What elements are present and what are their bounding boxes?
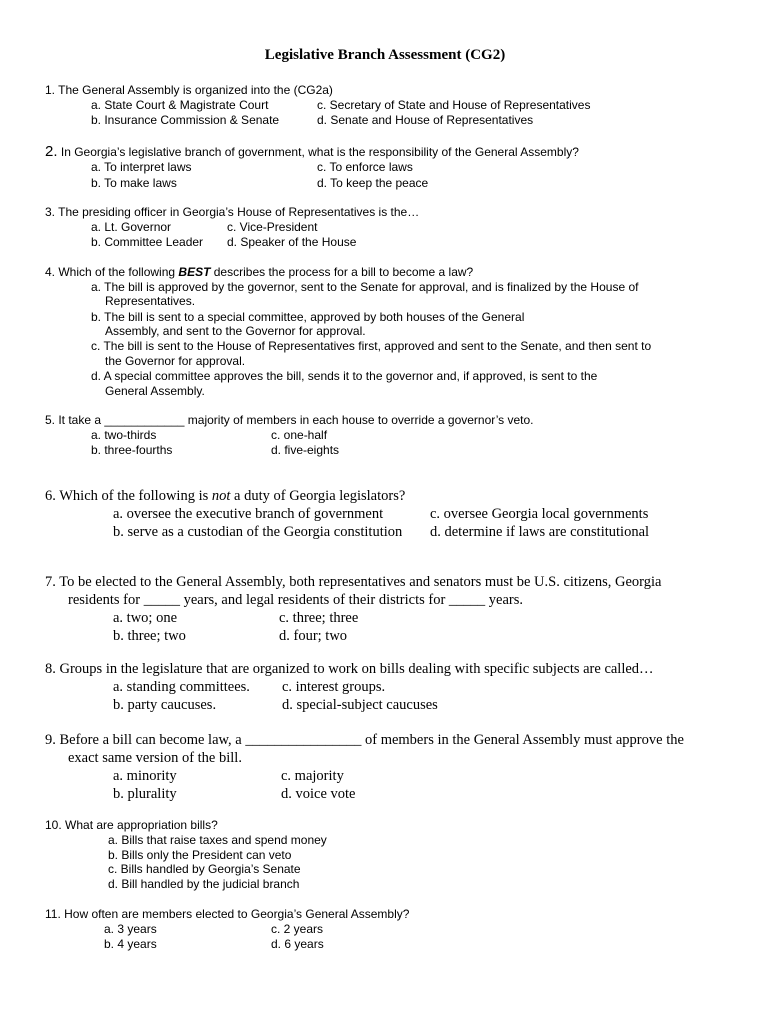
page-title: Legislative Branch Assessment (CG2) — [264, 47, 506, 63]
question-10-option-d: d. Bill handled by the judicial branch — [108, 877, 300, 891]
question-6-option-a: a. oversee the executive branch of government — [113, 506, 384, 522]
question-9-stem-line1: 9. Before a bill can become law, a ________________ of members in the General Assembly must approve the — [45, 732, 684, 748]
question-8-option-d: d. special-subject caucuses — [282, 697, 438, 713]
question-2-option-b: b. To make laws — [91, 176, 177, 190]
question-1-option-c: c. Secretary of State and House of Representatives — [317, 98, 591, 112]
question-4-option-c-line1: c. The bill is sent to the House of Representatives first, approved and sent to the Senate, and then sent to — [91, 339, 652, 353]
question-11-option-d: d. 6 years — [271, 937, 324, 951]
question-6-option-d: d. determine if laws are constitutional — [430, 524, 650, 540]
question-6-stem — [45, 487, 405, 505]
question-1-stem: 1. The General Assembly is organized into the (CG2a) — [45, 83, 333, 97]
question-7-option-d: d. four; two — [279, 628, 348, 644]
question-4-emphasis: BEST — [178, 265, 211, 279]
question-7-option-c: c. three; three — [279, 610, 359, 626]
question-4-stem — [45, 265, 473, 280]
question-4-stem-post: describes the process for a bill to become a law? — [210, 265, 474, 279]
question-5-option-c: c. one-half — [271, 428, 328, 442]
question-2-option-a: a. To interpret laws — [91, 160, 192, 174]
question-4-option-b-line1: b. The bill is sent to a special committee, approved by both houses of the General — [91, 310, 525, 324]
question-9-option-d: d. voice vote — [281, 786, 356, 802]
question-9-option-a: a. minority — [113, 768, 177, 784]
question-5-option-d: d. five-eights — [271, 443, 340, 457]
question-6-option-c: c. oversee Georgia local governments — [430, 506, 649, 522]
question-5-stem: 5. It take a ____________ majority of members in each house to override a governor’s veto. — [45, 413, 534, 427]
question-4-option-d-line1: d. A special committee approves the bill, sends it to the governor and, if approved, is sent to the — [91, 369, 598, 383]
question-6-emphasis: not — [211, 488, 231, 504]
question-2-stem — [45, 144, 579, 160]
question-4-option-a-line1: a. The bill is approved by the governor, sent to the Senate for approval, and is finalized by the House of — [91, 280, 639, 294]
question-6-stem-post: a duty of Georgia legislators? — [230, 488, 406, 504]
question-2-option-d: d. To keep the peace — [317, 176, 429, 190]
question-1-option-b: b. Insurance Commission & Senate — [91, 113, 280, 127]
question-6-option-b: b. serve as a custodian of the Georgia constitution — [113, 524, 403, 540]
question-8-option-c: c. interest groups. — [282, 679, 386, 695]
question-9-stem-line2: exact same version of the bill. — [68, 750, 242, 766]
question-8-option-a: a. standing committees. — [113, 679, 250, 695]
question-5-option-a: a. two-thirds — [91, 428, 157, 442]
question-7-option-a: a. two; one — [113, 610, 178, 626]
question-7-stem-line1: 7. To be elected to the General Assembly, both representatives and senators must be U.S. citizens, Georgia — [45, 574, 662, 590]
question-3-stem: 3. The presiding officer in Georgia’s House of Representatives is the… — [45, 205, 420, 219]
question-11-option-b: b. 4 years — [104, 937, 157, 951]
question-10-option-a: a. Bills that raise taxes and spend money — [108, 833, 327, 847]
question-7-option-b: b. three; two — [113, 628, 186, 644]
question-1-option-a: a. State Court & Magistrate Court — [91, 98, 269, 112]
question-4-option-d-line2: General Assembly. — [105, 384, 205, 398]
question-11-option-a: a. 3 years — [104, 922, 157, 936]
question-10-stem: 10. What are appropriation bills? — [45, 818, 218, 832]
question-9-option-c: c. majority — [281, 768, 344, 784]
question-5-option-b: b. three-fourths — [91, 443, 173, 457]
question-11-stem: 11. How often are members elected to Georgia’s General Assembly? — [45, 907, 410, 921]
question-4-option-c-line2: the Governor for approval. — [105, 354, 246, 368]
question-4-option-a-line2: Representatives. — [105, 294, 196, 308]
question-2-number: 2. — [45, 143, 58, 160]
question-4-stem-pre: 4. Which of the following — [45, 265, 179, 279]
question-9-option-b: b. plurality — [113, 786, 177, 802]
question-6-stem-pre: 6. Which of the following is — [45, 488, 212, 504]
question-4-option-b-line2: Assembly, and sent to the Governor for approval. — [105, 324, 366, 338]
question-3-option-b: b. Committee Leader — [91, 235, 204, 249]
question-3-option-c: c. Vice-President — [227, 220, 318, 234]
question-8-option-b: b. party caucuses. — [113, 697, 217, 713]
question-2-text: In Georgia’s legislative branch of government, what is the responsibility of the General Assembly? — [60, 145, 579, 159]
question-10-option-c: c. Bills handled by Georgia’s Senate — [108, 862, 301, 876]
question-2-option-c: c. To enforce laws — [317, 160, 413, 174]
question-3-option-d: d. Speaker of the House — [227, 235, 357, 249]
question-10-option-b: b. Bills only the President can veto — [108, 848, 292, 862]
question-1-option-d: d. Senate and House of Representatives — [317, 113, 534, 127]
question-11-option-c: c. 2 years — [271, 922, 324, 936]
question-7-stem-line2: residents for _____ years, and legal residents of their districts for _____ years. — [68, 592, 524, 608]
question-8-stem: 8. Groups in the legislature that are organized to work on bills dealing with specific subjects are called… — [45, 661, 654, 677]
question-3-option-a: a. Lt. Governor — [91, 220, 172, 234]
